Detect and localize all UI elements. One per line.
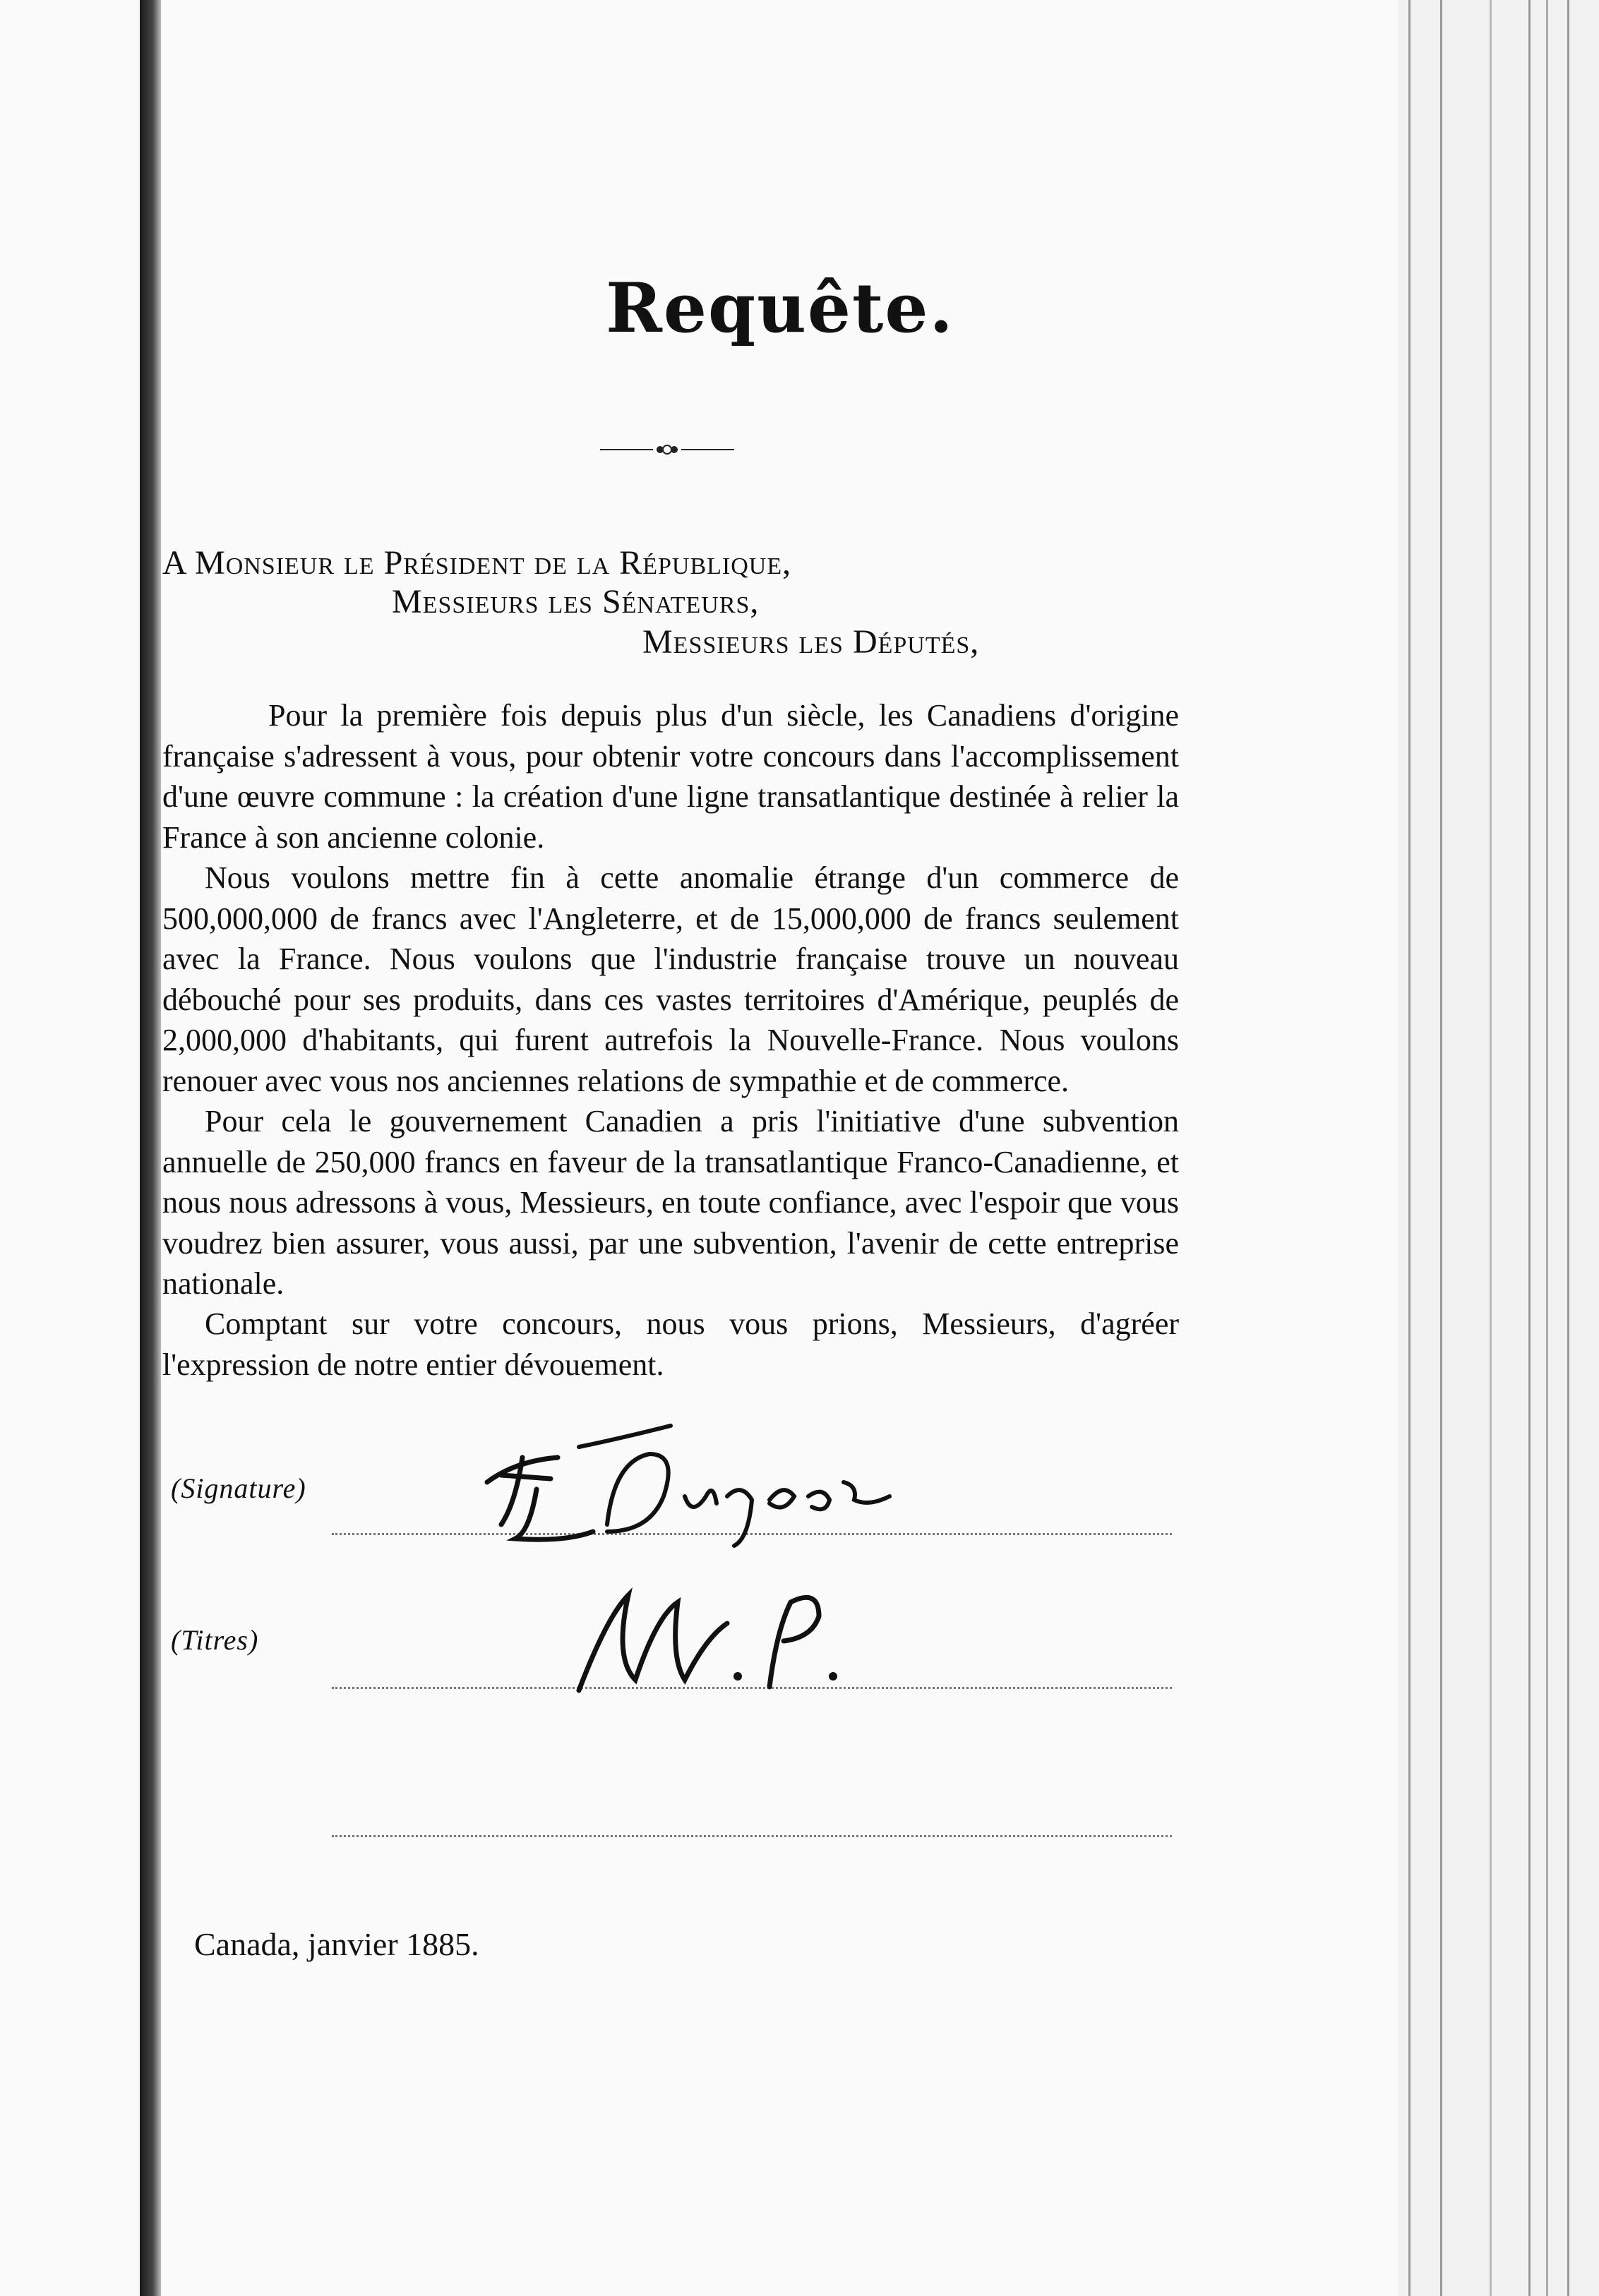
place-and-date: Canada, janvier 1885. [194, 1926, 479, 1962]
paragraph-1: Pour la première fois depuis plus d'un siècle, les Canadiens d'origine française s'adressent à vous, pour obtenir votre concours dans l'accomplissement d'une œuvre commune : la création d'une ligne transatlantique destinée à relier la France à son ancienne colonie. [162, 698, 1179, 855]
paragraph-2: Nous voulons mettre fin à cette anomalie étrange d'un commerce de 500,000,000 de francs avec l'Angleterre, et de 15,000,000 de francs seulement avec la France. Nous voulons que l'industrie française trouve un nouveau débouché pour ses produits, dans ces vastes territoires d'Amérique, peuplés de 2,000,000 d'habitants, qui furent autrefois la Nouvelle-France. Nous voulons renouer avec vous nos anciennes relations de sympathie et de commerce. [162, 860, 1179, 1098]
extra-line [332, 1835, 1172, 1837]
address-line-deputies: Messieurs les Députés, [642, 623, 980, 661]
book-binding-shadow [140, 0, 161, 2296]
left-page-edge [0, 0, 141, 2296]
document-page [162, 0, 1398, 2296]
document-title: Requête. [606, 268, 954, 348]
address-line-president: A Monsieur le Président de la République, [162, 544, 792, 582]
ornament-divider [600, 439, 734, 460]
paragraph-4: Comptant sur votre concours, nous vous prions, Messieurs, d'agréer l'expression de notre entier dévouement. [162, 1306, 1179, 1382]
paragraph-3: Pour cela le gouvernement Canadien a pris l'initiative d'une subvention annuelle de 250,000 francs en faveur de la transatlantique Franco-Canadienne, et nous nous adressons à vous, Messieurs, en toute confiance, avec l'espoir que vous voudrez bien assurer, vous aussi, par une subvention, l'avenir de cette entreprise nationale. [162, 1104, 1179, 1301]
handwritten-titles [565, 1574, 861, 1701]
titles-label: (Titres) [171, 1624, 259, 1656]
signature-label: (Signature) [171, 1472, 306, 1504]
handwritten-signature [473, 1419, 939, 1560]
right-page-stack [1398, 0, 1599, 2296]
address-line-senators: Messieurs les Sénateurs, [392, 583, 760, 620]
